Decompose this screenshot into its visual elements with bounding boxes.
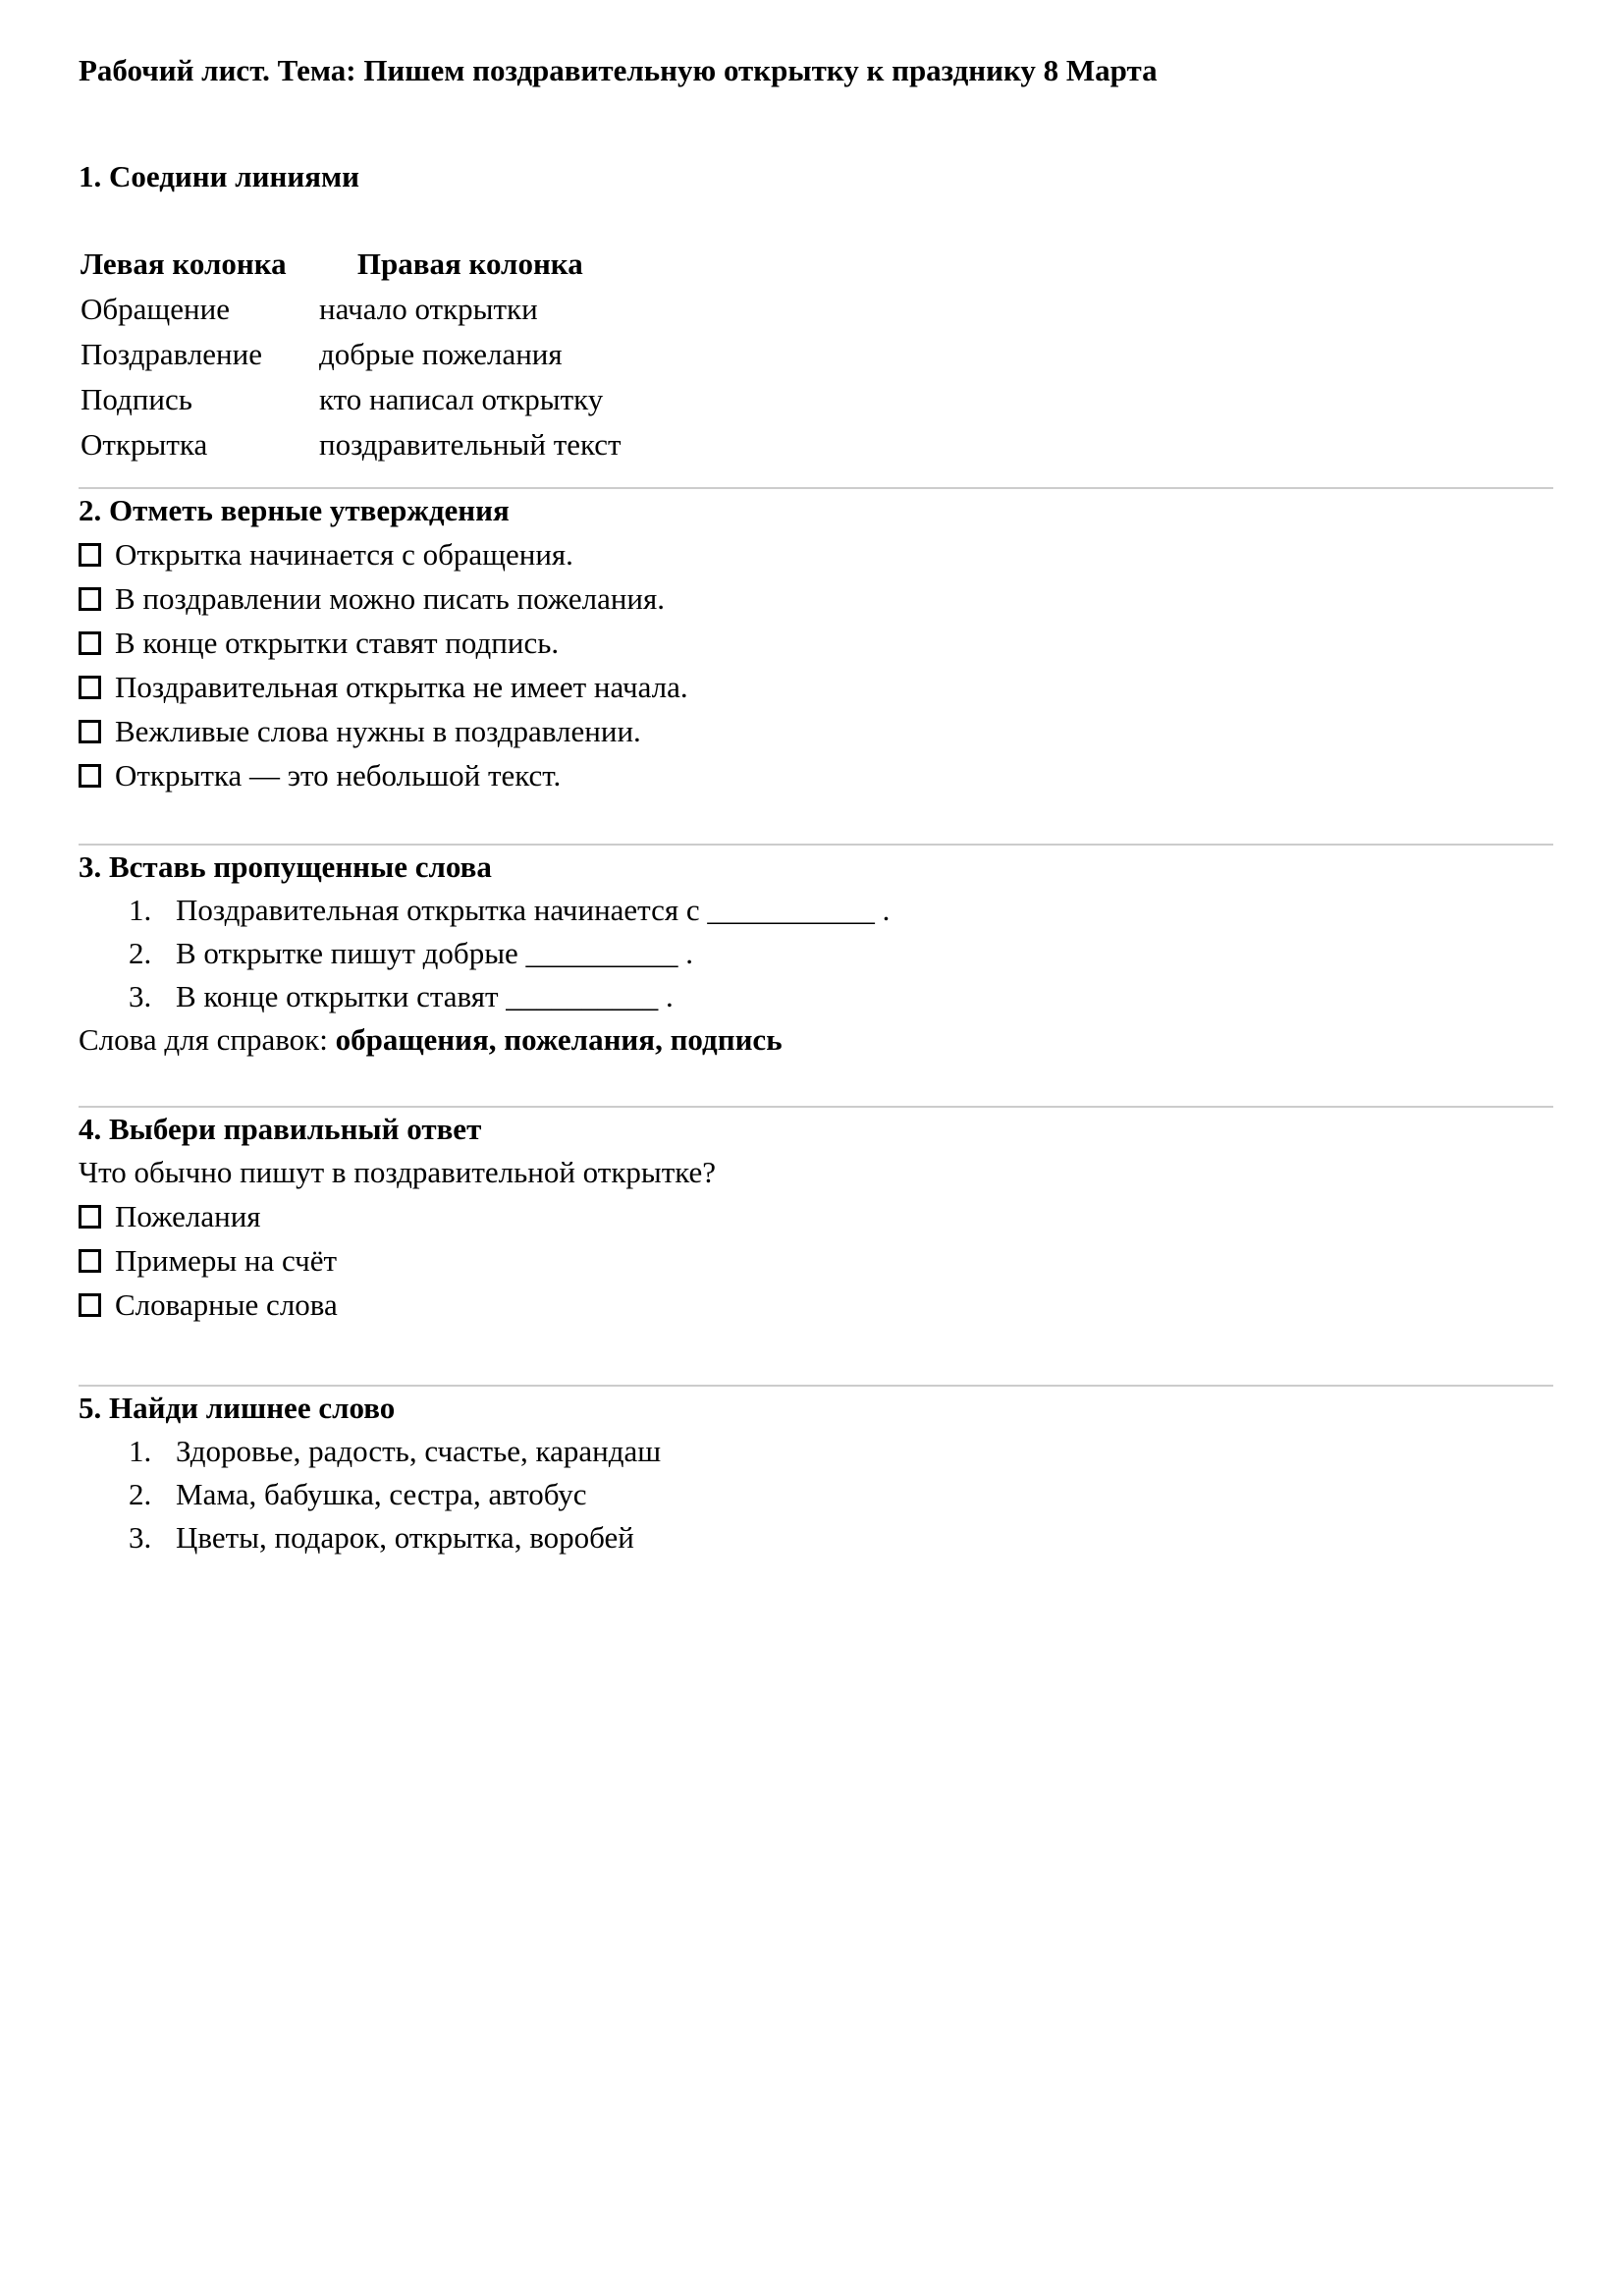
- list-item: [79, 1430, 1553, 1473]
- table-cell-definition: поздравительный текст: [319, 427, 622, 462]
- checkbox-row: [79, 665, 1553, 709]
- section-2-heading: 2. Отметь верные утверждения: [79, 493, 510, 527]
- table-header-right-column: Правая колонка: [356, 246, 583, 281]
- list-item: [79, 975, 1553, 1018]
- question-text: Что обычно пишут в поздравительной открытке?: [79, 1155, 717, 1189]
- table-row: [81, 332, 622, 377]
- list-item-text: Мама, бабушка, сестра, автобус: [176, 1477, 587, 1511]
- list-item-text: В конце открытки ставят __________ .: [176, 979, 674, 1013]
- list-item-text: В открытке пишут добрые __________ .: [176, 936, 694, 970]
- table-cell-definition: кто написал открытку: [319, 382, 604, 416]
- checkbox-label: Примеры на счёт: [115, 1243, 338, 1278]
- table-row: [81, 377, 622, 422]
- statements-checklist: [79, 532, 1553, 797]
- list-item-number: 1.: [129, 1434, 152, 1468]
- list-item-text: Поздравительная открытка начинается с ___________ .: [176, 893, 891, 927]
- checkbox-icon[interactable]: [79, 764, 101, 788]
- page-title: Рабочий лист. Тема: Пишем поздравительную открытку к празднику 8 Марта: [79, 53, 1158, 87]
- checkbox-icon[interactable]: [79, 1205, 101, 1229]
- checkbox-row: [79, 1238, 1553, 1283]
- checkbox-row: [79, 753, 1553, 797]
- table-cell-term: Обращение: [81, 292, 230, 326]
- table-cell-term: Открытка: [81, 427, 208, 462]
- checkbox-icon[interactable]: [79, 676, 101, 699]
- section-1-heading: 1. Соедини линиями: [79, 159, 359, 193]
- checkbox-label: В конце открытки ставят подпись.: [115, 626, 560, 660]
- checkbox-row: [79, 1194, 1553, 1238]
- checkbox-icon[interactable]: [79, 1293, 101, 1317]
- fill-in-blanks-list: [79, 889, 1553, 1018]
- list-item: [79, 889, 1553, 932]
- list-item: [79, 932, 1553, 975]
- list-item-number: 2.: [129, 936, 152, 970]
- reference-words-label: Слова для справок:: [79, 1022, 336, 1057]
- list-item-number: 3.: [129, 979, 152, 1013]
- checkbox-icon[interactable]: [79, 720, 101, 743]
- checkbox-label: Поздравительная открытка не имеет начала.: [115, 670, 688, 704]
- checkbox-label: Открытка — это небольшой текст.: [115, 758, 562, 793]
- list-item: [79, 1516, 1553, 1559]
- table-cell-definition: начало открытки: [319, 292, 538, 326]
- matching-table: [81, 242, 622, 467]
- odd-word-list: [79, 1430, 1553, 1559]
- table-row: [81, 287, 622, 332]
- checkbox-row: [79, 576, 1553, 621]
- table-cell-definition: добрые пожелания: [319, 337, 563, 371]
- checkbox-label: Открытка начинается с обращения.: [115, 537, 573, 572]
- list-item: [79, 1473, 1553, 1516]
- checkbox-icon[interactable]: [79, 587, 101, 611]
- checkbox-row: [79, 532, 1553, 576]
- table-header-left-column: Левая колонка: [81, 246, 287, 281]
- checkbox-icon[interactable]: [79, 543, 101, 567]
- list-item-number: 1.: [129, 893, 152, 927]
- reference-words: обращения, пожелания, подпись: [335, 1022, 783, 1057]
- section-3-heading: 3. Вставь пропущенные слова: [79, 849, 492, 884]
- list-item-text: Цветы, подарок, открытка, воробей: [176, 1520, 634, 1555]
- section-4-heading: 4. Выбери правильный ответ: [79, 1112, 482, 1146]
- table-cell-term: Поздравление: [81, 337, 263, 371]
- table-cell-term: Подпись: [81, 382, 192, 416]
- table-header-row: [81, 242, 622, 287]
- checkbox-label: В поздравлении можно писать пожелания.: [115, 581, 666, 616]
- list-item-number: 3.: [129, 1520, 152, 1555]
- table-row: [81, 422, 622, 467]
- list-item-number: 2.: [129, 1477, 152, 1511]
- list-item-text: Здоровье, радость, счастье, карандаш: [176, 1434, 662, 1468]
- reference-words-line: [79, 1018, 1553, 1062]
- checkbox-row: [79, 709, 1553, 753]
- answers-checklist: [79, 1194, 1553, 1327]
- checkbox-label: Пожелания: [115, 1199, 261, 1233]
- checkbox-label: Вежливые слова нужны в поздравлении.: [115, 714, 641, 748]
- section-5-heading: 5. Найди лишнее слово: [79, 1391, 396, 1425]
- checkbox-row: [79, 621, 1553, 665]
- checkbox-row: [79, 1283, 1553, 1327]
- checkbox-icon[interactable]: [79, 1249, 101, 1273]
- checkbox-label: Словарные слова: [115, 1287, 338, 1322]
- checkbox-icon[interactable]: [79, 631, 101, 655]
